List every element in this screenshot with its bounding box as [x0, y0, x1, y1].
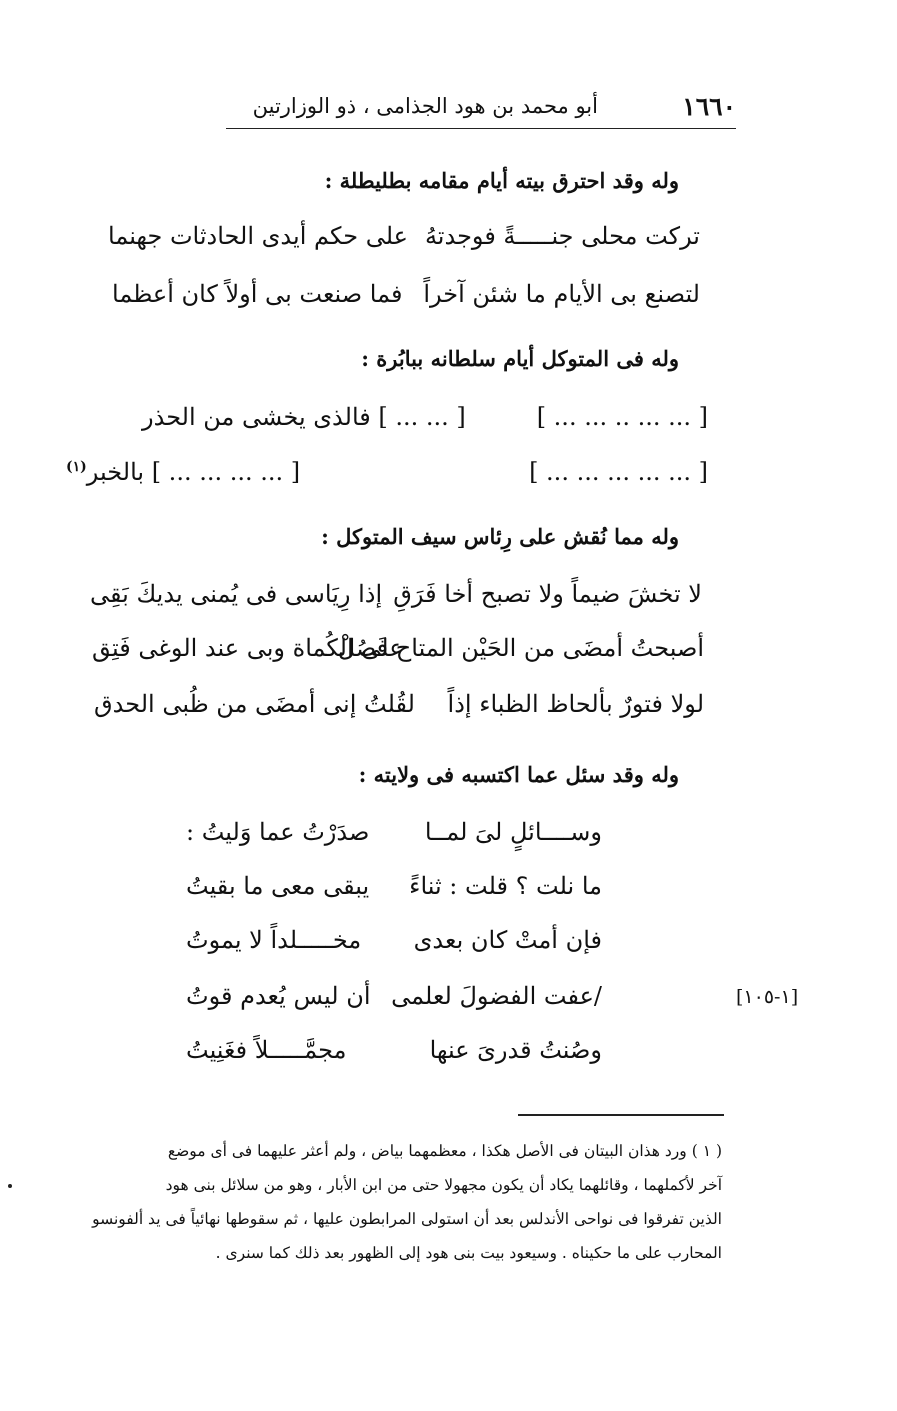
hemistich-first: أصبحتُ أمضَى من الحَيْن المتاح فَصُلْ [337, 634, 704, 662]
hemistich-first: لولا فتورٌ بألحاظ الظباء إذاً [447, 690, 704, 718]
verse-couplet [92, 634, 704, 674]
margin-dot [8, 1184, 12, 1188]
hemistich-second: مخـــــلداً لا يموتُ [186, 926, 362, 954]
footnote-rule [518, 1114, 724, 1116]
footnote-reference: (١) [66, 459, 87, 475]
footnote-line: الذين تفرقوا فى نواحى الأندلس بعد أن استولى المرابطون عليها ، ثم سقوطها نهائياً فى يد ألفونسو [92, 1210, 722, 1228]
hemistich-second: [ ... ... ] فالذى يخشى من الحذر [142, 403, 466, 431]
hemistich-second: فما صنعت بى أولاً كان أعظما [112, 280, 403, 308]
hemistich-second: أن ليس يُعدم قوتُ [186, 982, 371, 1010]
footnote-line: ( ١ ) ورد هذان البيتان فى الأصل هكذا ، معظمهما بياض ، ولم أعثر عليهما فى أى موضع [167, 1142, 722, 1160]
hemistich-first: لتصنع بى الأيام ما شئن آخراً [423, 280, 700, 308]
verse-couplet [186, 926, 602, 966]
footnote-line: آخر لأكملهما ، وقائلهما يكاد أن يكون مجهولا حتى من ابن الأبار ، وهو من سلائل بنى هود [165, 1176, 722, 1194]
hemistich-first: [ ... ... .. ... ... ] [536, 403, 708, 431]
page-header [226, 92, 736, 126]
intro-line: وله فى المتوكل أيام سلطانه ببابُرة : [361, 346, 679, 371]
header-rule [226, 128, 736, 129]
hemistich-first: ما نلت ؟ قلت : ثناءً [409, 872, 602, 900]
verse-couplet [66, 458, 708, 498]
hemistich-first: وســــائلٍ لىَ لمــا [424, 818, 602, 846]
hemistich-second: لقُلتُ إنى أمضَى من ظُبى الحدق [94, 690, 415, 718]
footnote-line: المحارب على ما حكيناه . وسيعود بيت بنى هود إلى الظهور بعد ذلك كما سنرى . [215, 1244, 722, 1262]
intro-line: وله مما نُقش على رِئاس سيف المتوكل : [321, 524, 679, 549]
verse-couplet [90, 580, 702, 620]
verse-couplet [94, 690, 704, 730]
hemistich-second: صدَرْتُ عما وَليتُ : [186, 818, 370, 846]
hemistich-first: [ ... ... ... ... ... ] [529, 458, 708, 486]
verse-couplet [108, 222, 700, 262]
hemistich-second: على الكُماة وبى عند الوغى فَتِق [92, 634, 404, 662]
verse-couplet [186, 818, 602, 858]
verse-couplet [186, 982, 602, 1022]
verse-couplet [186, 1036, 602, 1076]
verse-couplet [142, 403, 708, 443]
running-head: أبو محمد بن هود الجذامى ، ذو الوزارتين [252, 94, 598, 118]
hemistich-second: إذا رِيَاسى فى يُمنى يديكَ بَقِى [90, 580, 383, 608]
hemistich-second: على حكم أيدى الحادثات جهنما [108, 222, 408, 250]
verse-couplet [112, 280, 700, 320]
verse-text: [ ... ... ... ... ] بالخبر [86, 458, 301, 486]
hemistich-second: يبقى معى ما بقيتُ [186, 872, 370, 900]
hemistich-first: فإن أمتْ كان بعدى [413, 926, 602, 954]
hemistich-first: لا تخشَ ضيماً ولا تصبح أخا فَرَقِ [393, 580, 702, 608]
hemistich-second: مجمَّـــــلاً فغَنِيتُ [186, 1036, 347, 1064]
page-number: ١٦٦٠ [682, 92, 736, 121]
intro-line: وله وقد احترق بيته أيام مقامه بطليطلة : [324, 168, 679, 193]
intro-line: وله وقد سئل عما اكتسبه فى ولايته : [358, 762, 679, 787]
hemistich-first: تركت محلى جنـــــةً فوجدتهُ [424, 222, 700, 250]
hemistich-second [66, 458, 300, 486]
verse-couplet [186, 872, 602, 912]
hemistich-first: وصُنتُ قدرىَ عنها [429, 1036, 602, 1064]
margin-reference: [١-١٠٥] [736, 986, 799, 1008]
hemistich-first: /عفت الفضولَ لعلمى [391, 982, 602, 1010]
